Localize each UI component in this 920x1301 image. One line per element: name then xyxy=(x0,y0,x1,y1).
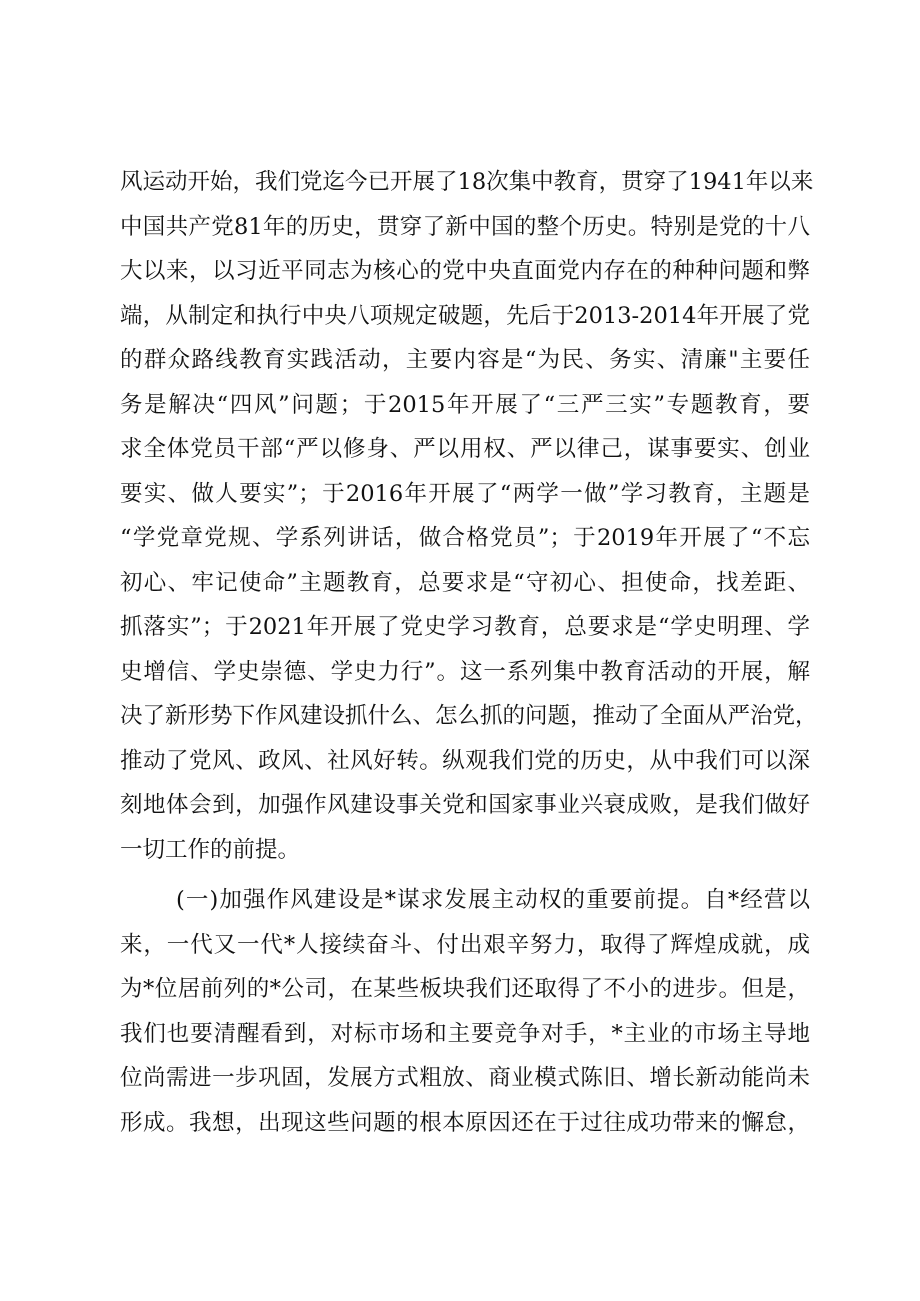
text-line: 推动了党风、政风、社风好转。纵观我们党的历史，从中我们可以深 xyxy=(120,747,810,774)
paragraph-2 xyxy=(120,878,810,1145)
text-line: 位尚需进一步巩固，发展方式粗放、商业模式陈旧、增长新动能尚未 xyxy=(120,1065,810,1091)
text-line: 初心、牢记使命”主题教育，总要求是“守初心、担使命，找差距、 xyxy=(120,569,810,596)
text-line: 务是解决“四风”问题；于2015年开展了“三严三实”专题教育，要 xyxy=(120,391,810,418)
text-line: 决了新形势下作风建设抓什么、怎么抓的问题，推动了全面从严治党， xyxy=(120,703,818,729)
paragraph-1 xyxy=(120,160,818,872)
text-line: 要实、做人要实”；于2016年开展了“两学一做”学习教育，主题是 xyxy=(120,480,810,507)
text-line: 来，一代又一代*人接续奋斗、付出艰辛努力，取得了辉煌成就，成 xyxy=(120,931,810,958)
body-text xyxy=(120,160,818,1145)
text-line: 刻地体会到，加强作风建设事关党和国家事业兴衰成败，是我们做好 xyxy=(120,792,810,818)
text-line: 我们也要清醒看到，对标市场和主要竞争对手，*主业的市场主导地 xyxy=(120,1020,810,1047)
text-line: 抓落实”；于2021年开展了党史学习教育，总要求是“学史明理、学 xyxy=(120,614,810,640)
text-line: 求全体党员干部“严以修身、严以用权、严以律己，谋事要实、创业 xyxy=(120,436,810,462)
text-line: (一)加强作风建设是*谋求发展主动权的重要前提。自*经营以 xyxy=(176,887,810,913)
text-line: 大以来，以习近平同志为核心的党中央直面党内存在的种种问题和弊 xyxy=(120,258,810,284)
text-line: 形成。我想，出现这些问题的根本原因还在于过往成功带来的懈怠， xyxy=(120,1109,810,1136)
text-line: 史增信、学史崇德、学史力行”。这一系列集中教育活动的开展，解 xyxy=(120,658,810,685)
text-line: 风运动开始，我们党迄今已开展了18次集中教育，贯穿了1941年以来 xyxy=(120,169,814,195)
text-line: 中国共产党81年的历史，贯穿了新中国的整个历史。特别是党的十八 xyxy=(120,213,810,240)
text-line: “学党章党规、学系列讲话，做合格党员”；于2019年开展了“不忘 xyxy=(120,525,810,551)
text-line: 为*位居前列的*公司，在某些板块我们还取得了不小的进步。但是， xyxy=(120,976,810,1002)
text-line: 端，从制定和执行中央八项规定破题，先后于2013-2014年开展了党 xyxy=(120,302,810,329)
text-line: 一切工作的前提。 xyxy=(120,836,301,863)
text-line: 的群众路线教育实践活动，主要内容是“为民、务实、清廉"主要任 xyxy=(120,347,810,373)
